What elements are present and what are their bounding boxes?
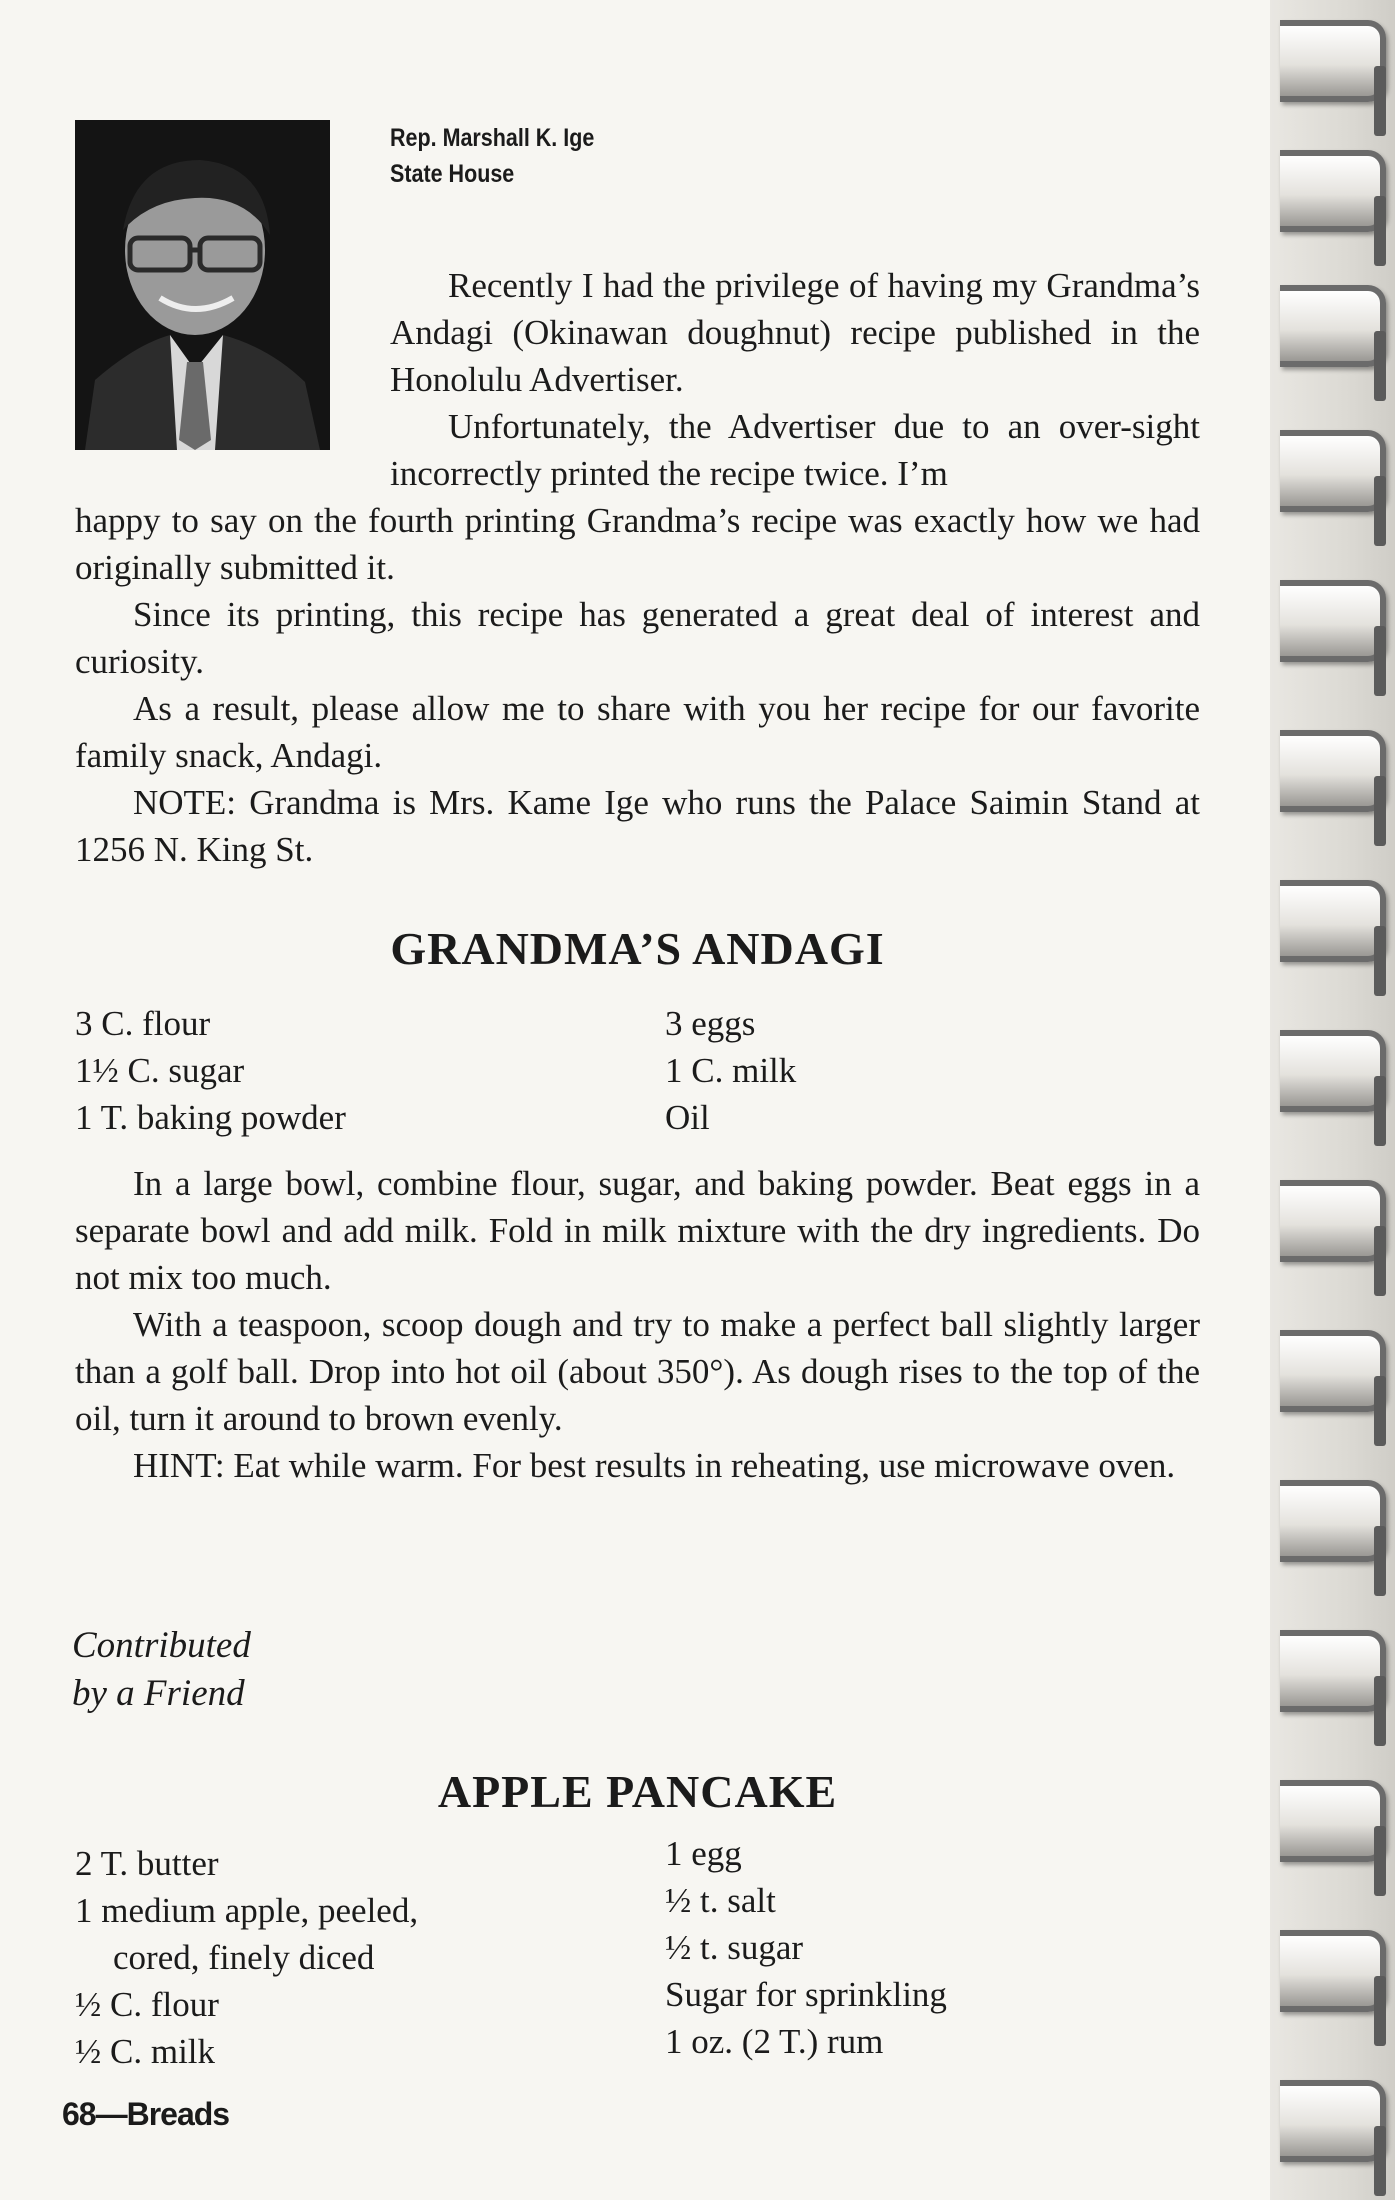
ingredient-item: 3 eggs bbox=[665, 1004, 756, 1043]
binding-coil bbox=[1280, 1330, 1386, 1412]
binding-coil bbox=[1280, 1030, 1386, 1112]
binding-coil bbox=[1280, 285, 1386, 367]
instruction-hint: HINT: Eat while warm. For best results in reheating, use microwave oven. bbox=[133, 1446, 1176, 1485]
page-footer-label: 68—Breads bbox=[62, 2096, 230, 2132]
intro-paragraph-2b: happy to say on the fourth printing Grandma’s recipe was exactly how we had originally submitted it. bbox=[75, 501, 1200, 587]
intro-paragraph-5: NOTE: Grandma is Mrs. Kame Ige who runs the Palace Saimin Stand at 1256 N. King St. bbox=[75, 783, 1200, 869]
ingredient-item: ½ t. sugar bbox=[665, 1928, 804, 1967]
binding-coil bbox=[1280, 20, 1386, 102]
author-office: State House bbox=[390, 160, 515, 188]
author-block bbox=[390, 120, 594, 192]
ingredient-item: Oil bbox=[665, 1098, 710, 1137]
ingredient-item: 1 egg bbox=[665, 1834, 742, 1873]
binding-coil bbox=[1280, 580, 1386, 662]
ingredient-item: Sugar for sprinkling bbox=[665, 1975, 947, 2014]
intro-paragraph-4: As a result, please allow me to share with you her recipe for our favorite family snack, Andagi. bbox=[75, 689, 1200, 775]
ingredient-item: 1 T. baking powder bbox=[75, 1098, 346, 1137]
binding-coil bbox=[1280, 1480, 1386, 1562]
binding-coil bbox=[1280, 150, 1386, 232]
intro-top bbox=[390, 262, 1200, 497]
pancake-ingredients bbox=[75, 1834, 1200, 2080]
binding-coil bbox=[1280, 1930, 1386, 2012]
ingredient-item: 1½ C. sugar bbox=[75, 1051, 245, 1090]
ingredient-item: 3 C. flour bbox=[75, 1004, 211, 1043]
ingredient-item: 1 C. milk bbox=[665, 1051, 797, 1090]
author-name: Rep. Marshall K. Ige bbox=[390, 124, 595, 152]
intro-paragraph-1: Recently I had the privilege of having my Grandma’s Andagi (Okinawan doughnut) recipe published in the Honolulu Advertiser. bbox=[390, 266, 1200, 399]
binding-coil bbox=[1280, 880, 1386, 962]
spiral-binding bbox=[1270, 0, 1395, 2200]
ingredient-item: ½ C. milk bbox=[75, 2032, 216, 2071]
binding-coil bbox=[1280, 2080, 1386, 2162]
andagi-instructions bbox=[75, 1160, 1200, 1489]
portrait-image bbox=[75, 120, 330, 450]
ingredient-item-continued: cored, finely diced bbox=[113, 1938, 375, 1977]
binding-coil bbox=[1280, 730, 1386, 812]
ingredient-item: ½ C. flour bbox=[75, 1985, 219, 2024]
andagi-ingredients bbox=[75, 1000, 1200, 1145]
binding-coil bbox=[1280, 1180, 1386, 1262]
instruction-step: In a large bowl, combine flour, sugar, and baking powder. Beat eggs in a separate bowl and add milk. Fold in milk mixture with the dry ingredients. Do not mix too much. bbox=[75, 1164, 1200, 1297]
intro-paragraph-3: Since its printing, this recipe has generated a great deal of interest and curiosity. bbox=[75, 595, 1200, 681]
author-photo bbox=[75, 120, 330, 450]
binding-coil bbox=[1280, 1630, 1386, 1712]
andagi-ingredients-right bbox=[665, 1000, 796, 1141]
pancake-ingredients-right bbox=[665, 1830, 947, 2065]
recipe-title-andagi: GRANDMA’S ANDAGI bbox=[390, 923, 885, 974]
credit-line: Contributed bbox=[72, 1625, 251, 1666]
binding-coil bbox=[1280, 1780, 1386, 1862]
credit-line: by a Friend bbox=[72, 1673, 245, 1714]
ingredient-item: 1 oz. (2 T.) rum bbox=[665, 2022, 884, 2061]
recipe-title-apple-pancake: APPLE PANCAKE bbox=[437, 1766, 838, 1817]
andagi-ingredients-left bbox=[75, 1000, 346, 1141]
pancake-ingredients-left bbox=[75, 1840, 418, 2075]
instruction-step: With a teaspoon, scoop dough and try to make a perfect ball slightly larger than a golf ball. Drop into hot oil (about 350°). As dough rises to the top of the oil, turn it around to brown evenly. bbox=[75, 1305, 1200, 1438]
intro-paragraph-2a: Unfortunately, the Advertiser due to an over-sight incorrectly printed the recipe twice. I’m bbox=[390, 407, 1200, 493]
ingredient-item: 2 T. butter bbox=[75, 1844, 219, 1883]
ingredient-item: 1 medium apple, peeled, bbox=[75, 1891, 419, 1930]
ingredient-item: ½ t. salt bbox=[665, 1881, 776, 1920]
intro-body bbox=[75, 497, 1200, 873]
binding-coil bbox=[1280, 430, 1386, 512]
contributor-credit bbox=[72, 1622, 251, 1718]
